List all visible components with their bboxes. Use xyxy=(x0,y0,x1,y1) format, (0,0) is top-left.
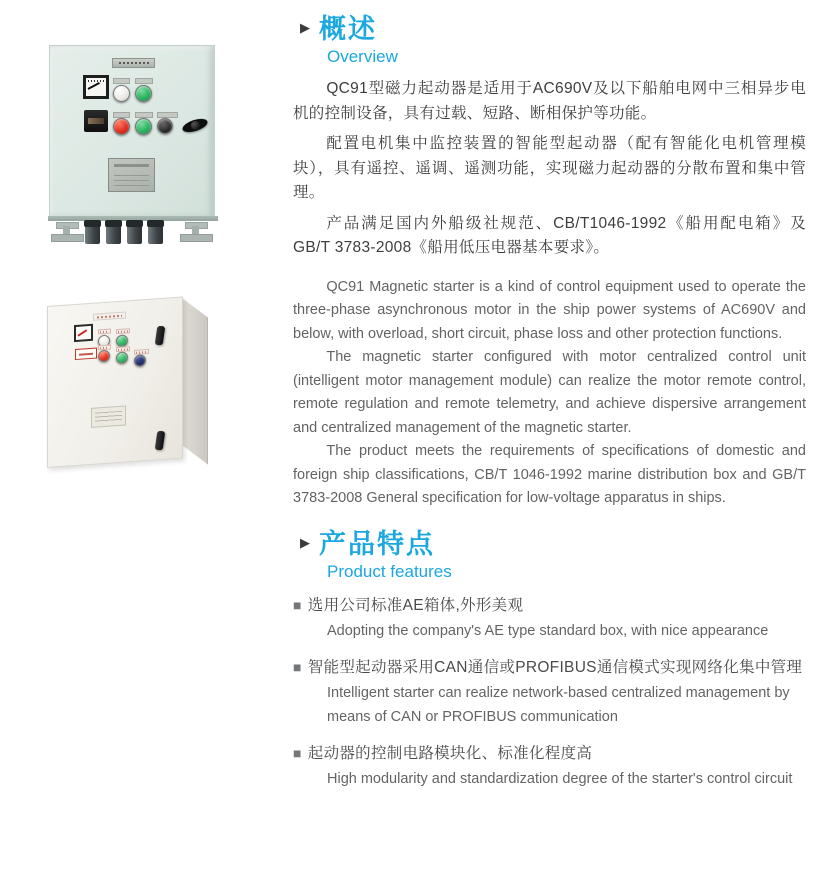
button-label-plate xyxy=(116,328,130,334)
paragraph-en: The product meets the requirements of specifications of domestic and foreign ship classifications, CB/T 1046-1992 marine distribution box and GB/T 3783-2008 General specification for low-voltage apparatus in ships. xyxy=(293,443,806,506)
cable-gland xyxy=(127,220,142,244)
button-label-plate xyxy=(157,112,178,118)
paragraph-cn: 产品满足国内外船级社规范、CB/T1046-1992《船用配电箱》及GB/T 3783-2008《船用低压电器基本要求》。 xyxy=(293,214,806,256)
feature-cn-text: 起动器的控制电路模块化、标准化程度高 xyxy=(307,744,593,762)
feature-item xyxy=(293,592,806,643)
red-push-button xyxy=(98,350,110,363)
button-label-plate xyxy=(135,78,153,84)
black-push-button xyxy=(157,118,173,134)
button-label-plate xyxy=(98,329,111,335)
features-title-en: Product features xyxy=(327,561,452,581)
feature-cn xyxy=(293,654,806,681)
feature-cn-text: 选用公司标准AE箱体,外形美观 xyxy=(307,596,524,614)
square-bullet-icon: ■ xyxy=(293,744,302,761)
feature-cn xyxy=(293,592,806,619)
square-bullet-icon: ■ xyxy=(293,596,302,613)
feature-en-text: Adopting the company's AE type standard box, with nice appearance xyxy=(327,622,769,639)
door-latch-handle xyxy=(155,431,166,451)
rotary-switch-handle xyxy=(181,116,209,134)
nameplate xyxy=(91,405,126,427)
cabinet-body xyxy=(49,45,215,218)
square-bullet-icon: ■ xyxy=(293,658,302,675)
feature-cn-text: 智能型起动器采用CAN通信或PROFIBUS通信模式实现网络化集中管理 xyxy=(307,658,803,676)
cabinet-side-face xyxy=(182,298,208,465)
red-push-button xyxy=(113,118,130,135)
circuit-breaker xyxy=(84,110,108,132)
text-column xyxy=(293,14,806,802)
name-strip xyxy=(93,311,126,320)
product-photo-starter-box-perspective xyxy=(47,293,215,483)
paragraph-cn: 配置电机集中监控装置的智能型起动器（配有智能化电机管理模块），具有遥控、遥调、遥测功能，实现磁力起动器的分散布置和集中管理。 xyxy=(293,135,806,201)
green-push-button xyxy=(135,118,152,135)
navy-push-button xyxy=(134,354,146,367)
section-header-features xyxy=(293,529,806,559)
ammeter-gauge xyxy=(74,324,93,342)
mounting-bracket xyxy=(180,222,211,241)
green-push-button xyxy=(116,351,128,364)
triangle-bullet-icon: ▶ xyxy=(300,534,310,550)
red-framed-label xyxy=(75,348,97,361)
product-photo-starter-box-front xyxy=(49,45,215,247)
cable-gland xyxy=(148,220,163,244)
feature-item xyxy=(293,740,806,791)
overview-english-paragraphs xyxy=(293,276,806,511)
cabinet-front-face xyxy=(47,296,183,468)
green-push-button xyxy=(116,334,128,347)
overview-title-cn: 概述 xyxy=(319,14,377,44)
paragraph-cn: QC91型磁力起动器是适用于AC690V及以下船舶电网中三相异步电机的控制设备，具有过载、短路、断相保护等功能。 xyxy=(293,80,806,122)
paragraph-en: QC91 Magnetic starter is a kind of control equipment used to operate the three-phase asynchronous motor in the ship power systems of AC690V and below, with overload, short circuit, phase loss and other protection functions. xyxy=(293,278,806,342)
cable-gland xyxy=(106,220,121,244)
green-push-button xyxy=(135,85,152,102)
feature-en-text: Intelligent starter can realize network-based centralized management by means of CAN or PROFIBUS communication xyxy=(327,684,790,725)
overview-title-en: Overview xyxy=(327,47,398,66)
name-strip xyxy=(112,58,155,68)
feature-item xyxy=(293,654,806,729)
feature-cn xyxy=(293,740,806,767)
white-indicator-lamp xyxy=(113,85,130,102)
section-header-overview xyxy=(293,14,806,44)
cable-gland xyxy=(85,220,100,244)
feature-en-text: High modularity and standardization degree of the starter's control circuit xyxy=(327,770,793,787)
button-label-plate xyxy=(113,78,130,84)
features-title-cn: 产品特点 xyxy=(319,528,435,559)
triangle-bullet-icon: ▶ xyxy=(300,20,310,35)
overview-chinese-paragraphs xyxy=(293,77,806,261)
nameplate xyxy=(108,158,155,192)
paragraph-en: The magnetic starter configured with motor centralized control unit (intelligent motor management module) can realize the motor remote control, remote regulation and remote telemetry, and achieve dispersive arrangement and centralized management of the magnetic starter. xyxy=(293,349,806,436)
door-latch-handle xyxy=(155,326,166,346)
ammeter-gauge xyxy=(83,75,109,99)
mounting-bracket xyxy=(51,222,82,241)
